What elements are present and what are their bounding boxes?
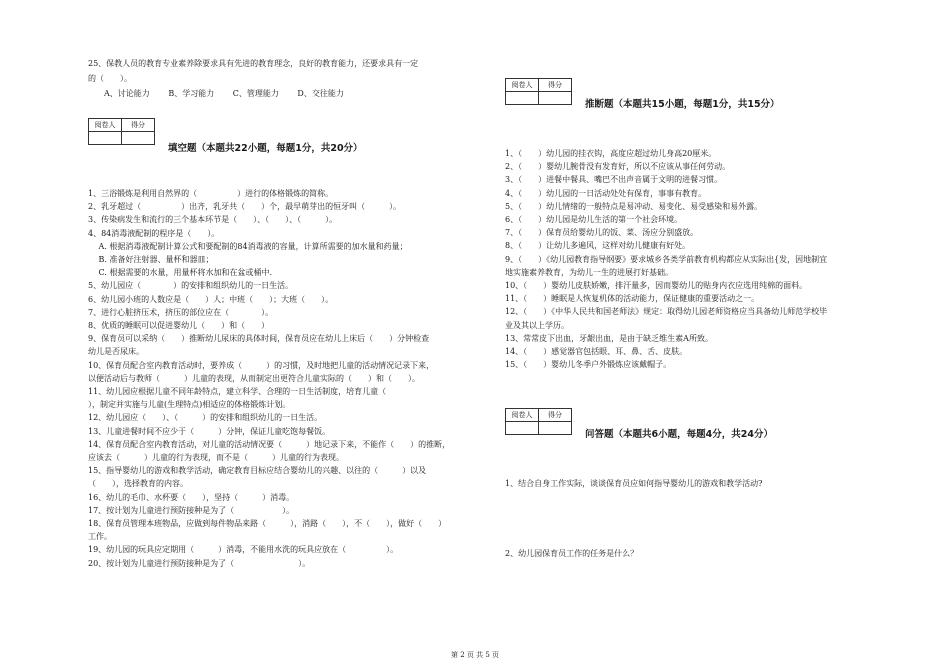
question-line: 应该去（ ）儿童的行为表现，而不是（ ）儿童的行为表现。 (88, 453, 344, 462)
question-line: C. 根据需要的水量，用量杯将水加和在盆或桶中. (88, 268, 273, 278)
grader-cell[interactable] (506, 92, 539, 105)
essay-question-1: 1、结合自身工作实际，谈谈保育员应如何指导婴幼儿的游戏和教学活动? (505, 479, 763, 488)
question-line: 6、幼儿园小班的人数应是（ ）人；中班（ ）；大班（ ）。 (88, 294, 334, 304)
question-line: 4、84消毒液配制的程序是（ ）。 (88, 228, 220, 238)
question-line: 7、进行心脏挤压术，挤压的部位应在（ ）。 (88, 307, 274, 317)
question-line: 13、常常皮下出血，牙龈出血，是由于缺乏维生素A所致。 (505, 333, 713, 343)
score-cell[interactable] (539, 92, 572, 105)
question-line: 14、保育员配合室内教育活动，对儿童的活动情况要（ ）地记录下来，不能作（ ）的推断， (88, 439, 451, 449)
fill-section-title: 填空题（本题共22小题，每题1分，共20分） (168, 143, 363, 154)
question-25-options: A、讨论能力 B、学习能力 C、管理能力 D、交往能力 (104, 89, 344, 98)
question-line: 10、保育员配合室内教育活动时，要养成（ ）的习惯，及时地把儿童的活动情况记录下来， (88, 360, 435, 370)
question-line: 20、按计划为儿童进行预防接种是为了（ ）。 (88, 558, 311, 568)
essay-question-2: 2、幼儿园保育员工作的任务是什么？ (505, 549, 639, 558)
question-line: 1、（ ）幼儿园的挂衣钩，高度应超过幼儿身高20厘米。 (505, 149, 717, 158)
score-box-fill (88, 118, 155, 145)
question-line: 9、保育员可以采纳（ ）推断幼儿尿床的具体时间，保育员应在幼儿上床后（ ）分钟检查 (88, 334, 430, 344)
question-line: 15、指导婴幼儿的游戏和教学活动，确定教育目标应结合婴幼儿的兴趣、以往的（ ）以及 (88, 466, 427, 476)
question-line: 5、（ ）幼儿情绪的一般特点是易冲动、易变化、易受感染和易外露。 (505, 201, 763, 211)
score-cell[interactable] (539, 422, 572, 435)
question-line: 1、三浴锻炼是利用自然界的（ ）进行的体格锻炼的简称。 (88, 189, 334, 198)
score-header-score: 得分 (539, 79, 572, 92)
question-line: 11、幼儿园应根据儿童不同年龄特点，建立科学、合理的一日生活制度，培育儿童（ (88, 387, 411, 396)
question-line: 10、（ ）婴幼儿皮肤娇嫩，排汗量多，因而婴幼儿的贴身内衣应选用纯棉的面料。 (505, 281, 808, 290)
question-line: 2、乳牙超过（ ）出齐，乳牙共（ ）个，最早萌芽出的恒牙叫（ ）。 (88, 202, 402, 212)
question-line: 6、（ ）幼儿园是幼儿生活的第一个社会环境。 (505, 215, 683, 224)
page-footer: 第 2 页 共 5 页 (450, 651, 500, 659)
question-line: 5、幼儿园应（ ）的安排和组织幼儿的一日生活。 (88, 281, 294, 291)
score-header-score: 得分 (539, 409, 572, 422)
question-line: 13、儿童进餐时间不应少于（ ）分钟，保证儿童吃饱每餐饭。 (88, 426, 331, 436)
score-cell[interactable] (122, 132, 155, 145)
score-box-judge (505, 78, 572, 105)
question-line: B. 准备好注射器、量杯和器皿； (88, 255, 214, 264)
question-line: 8、（ ）让幼儿多遍风，这样对幼儿健康有好处。 (505, 241, 691, 251)
question-line: 3、（ ）进餐中餐具、嘴巴不出声音属于文明的进餐习惯。 (505, 175, 723, 185)
question-line: A. 根据消毒液配制计算公式和要配制的84消毒液的容量，计算所需要的加水量和药量； (88, 241, 408, 251)
question-line: 19、幼儿园的玩具应定期用（ ）消毒，不能用水洗的玩具应放在（ ）。 (88, 545, 399, 555)
question-25-line1: 25、保教人员的教育专业素养除要求具有先进的教育理念，良好的教育能力，还要求具有一定 (88, 59, 419, 68)
question-line: 4、（ ）幼儿园的一日活动处处有保育，事事有教育。 (505, 188, 707, 198)
question-line: 业及其以上学历。 (505, 320, 569, 330)
question-line: ），制定并实施与儿童(生理特点)相适应的体格锻炼计划。 (88, 400, 291, 410)
grader-cell[interactable] (506, 422, 539, 435)
question-line: 幼儿是否尿床。 (88, 347, 144, 357)
question-line: 17、按计划为儿童进行预防接种是为了（ ）。 (88, 505, 295, 515)
question-line: 9、（ ）《幼儿园教育指导纲要》要求城乡各类学前教育机构都应从实际出{发，因地制宜 (505, 254, 828, 264)
question-25-line2: 的（ ）。 (88, 74, 132, 83)
score-box-essay (505, 408, 572, 435)
question-line: 18、保育员管理本班物品，应做到每件物品来路（ ），消路（ ），不（ ），做好（ ） (88, 519, 447, 528)
question-line: 12、（ ）《中华人民共和国老师法》规定：取得幼儿园老师资格应当具备幼儿师范学校毕 (505, 307, 828, 317)
question-line: 以便活动后与教师（ ）儿童的表现，从而制定出更符合儿童实际的（ ）和（ ）。 (88, 373, 420, 383)
question-line: 工作。 (88, 532, 112, 542)
question-line: 11、（ ）睡眠是人恢复机体的活动能力，保证健康的重要活动之一。 (505, 294, 760, 304)
question-line: 地实施素养教育，为幼儿一生的进展打好基础。 (505, 267, 673, 277)
score-header-grader: 阅卷人 (89, 119, 122, 132)
grader-cell[interactable] (89, 132, 122, 145)
question-line: 15、（ ）婴幼儿冬季户外锻炼应该戴帽子。 (505, 360, 672, 370)
question-line: 8、优质的睡眠可以促进婴幼儿（ ）和（ ） (88, 321, 270, 330)
question-line: 14、（ ）感觉器官包括眼、耳、鼻、舌、皮肤。 (505, 347, 688, 356)
question-line: 12、幼儿园应（ ）、（ ）的安排和组织幼儿的一日生活。 (88, 413, 323, 423)
question-line: 2、（ ）婴幼儿腕骨没有发育好，所以不应该从事任何劳动。 (505, 162, 731, 172)
essay-section-title: 问答题（本题共6小题，每题4分，共24分） (585, 429, 773, 440)
question-line: （ ），选择教育的内容。 (88, 479, 188, 489)
score-header-score: 得分 (122, 119, 155, 132)
question-line: 7、（ ）保育员给婴幼儿的饭、菜、汤应分别盛放。 (505, 228, 699, 238)
score-header-grader: 阅卷人 (506, 79, 539, 92)
score-header-grader: 阅卷人 (506, 409, 539, 422)
question-line: 3、传染病发生和流行的三个基本环节是（ ）、（ ）、（ ）。 (88, 215, 338, 225)
question-line: 16、幼儿的毛巾、水杯要（ ），坚持（ ）消毒。 (88, 492, 295, 502)
judge-section-title: 推断题（本题共15小题，每题1分，共15分） (585, 99, 780, 110)
